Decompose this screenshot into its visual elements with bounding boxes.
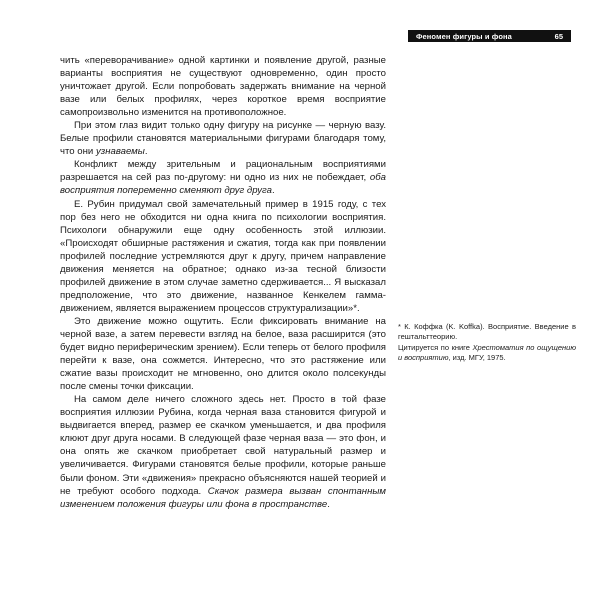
paragraph-2 [60, 119, 386, 158]
footnote-book-title: Хрестоматия по ощущению и восприятию [398, 342, 576, 363]
footnote-line-2 [398, 343, 576, 364]
paragraph-4: Е. Рубин придумал свой замечательный пример в 1915 году, с тех пор без него не обходится ни одна книга по психологии восприятия. Психологи обнаружили еще одну особенность этой иллюзии. «Происходят обширные растяжения и сжатия, тогда как при появлении профилей последние устремляются друг к другу, причем направление движения меняется на обратное; однако из-за тесной близости профилей движение в этом случае заметно сдерживается... Я высказал предположение, что это движение, названное Кенкелем гамма-движением, является выражением процессов структурализации»*. [60, 198, 386, 314]
paragraph-3-end: . [271, 185, 275, 197]
paragraph-5: Это движение можно ощутить. Если фиксировать внимание на черной вазе, а затем перевести взгляд на белое, ваза расширится (это будет видно периферическим зрением). Если теперь от белого профиля перейти к вазе, она сожмется. Интересно, что это растяжение или сжатие вазы происходит не мгновенно, оно длится около полсекунды после смены точки фиксации. [60, 315, 386, 393]
page-number: 65 [554, 31, 563, 41]
running-title: Феномен фигуры и фона [416, 31, 512, 41]
paragraph-2-end: . [144, 146, 148, 158]
footnote-line-1: * К. Коффка (K. Koffka). Восприятие. Введение в гештальттеорию. [398, 322, 576, 342]
paragraph-3-text: Конфликт между зрительным и рациональным восприятиями разрешается на сей раз по-другому: ни одно из них не побеждает, [60, 159, 386, 184]
paragraph-6-emphasis: Скачок размера вызван спонтанным изменением положения фигуры или фона в пространстве [60, 485, 387, 510]
paragraph-2-text: При этом глаз видит только одну фигуру на рисунке — черную вазу. Белые профили становятся материальными фигурами благодаря тому, что они [60, 120, 386, 158]
paragraph-6-text: На самом деле ничего сложного здесь нет. Просто в той фазе восприятия иллюзии Рубина, когда черная ваза становится фигурой и выдвигается вперед, размер ее скачком уменьшается, и два профиля клюют друг друга носами. В следующей фазе черная ваза — это фон, и она опять же скачком приобретает свой натуральный размер и увеличивается. Фигурами становятся белые профили, которые раньше были фоном. Эти «движения» прекрасно объясняются нашей теорией и не требуют особого подхода. [60, 394, 386, 497]
footnote-line-2-end: , изд. МГУ, 1975. [448, 353, 506, 363]
paragraph-3-emphasis: оба восприятия попеременно сменяют друг друга [60, 172, 386, 197]
paragraph-6-end: . [327, 498, 330, 510]
main-text-column [60, 54, 386, 511]
paragraph-1: чить «переворачивание» одной картинки и появление другой, разные варианты восприятия не существуют одновременно, один просто уничтожает другой. Если попробовать задержать внимание на черной вазе или белых профилях, через короткое время восприятие самопроизвольно изменится на противоположное. [60, 55, 386, 119]
paragraph-6 [60, 393, 386, 510]
paragraph-2-emphasis: узнаваемы [95, 146, 145, 158]
paragraph-3 [60, 158, 386, 197]
footnote-sidenote [398, 322, 576, 364]
running-header [408, 30, 571, 42]
footnote-line-2-text: Цитируется по книге [398, 342, 473, 352]
